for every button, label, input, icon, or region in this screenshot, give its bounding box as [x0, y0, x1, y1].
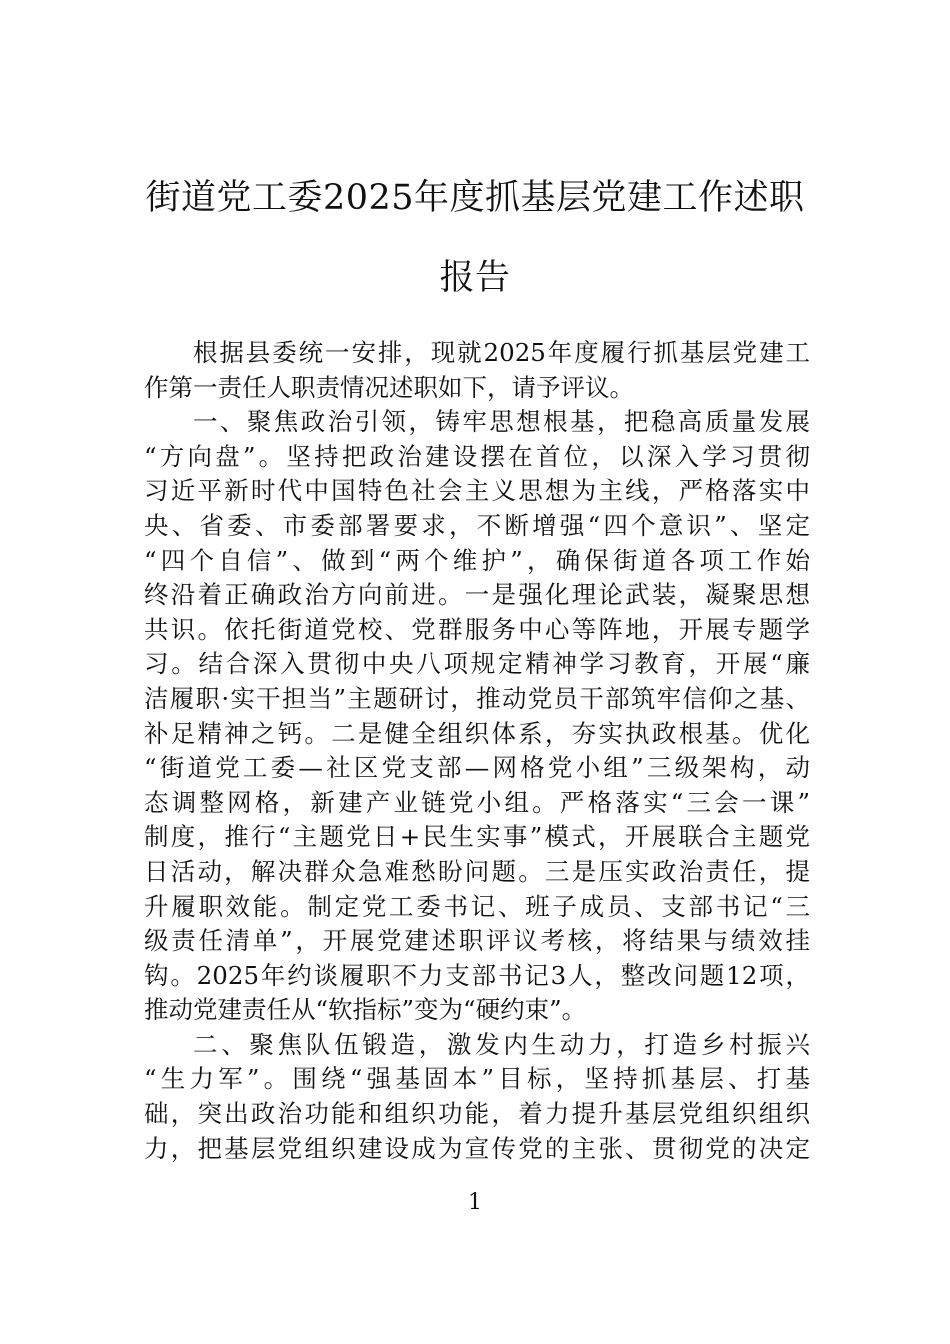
body-line: 补足精神之钙。二是健全组织体系，夯实执政根基。优化	[144, 718, 810, 748]
document-title	[130, 158, 820, 318]
title-line-2: 报告	[439, 258, 511, 298]
body-line: 习。结合深入贯彻中央八项规定精神学习教育，开展“廉	[144, 649, 810, 679]
body-line: 升履职效能。制定党工委书记、班子成员、支部书记“三	[144, 891, 810, 921]
body-line: “四个自信”、做到“两个维护”，确保街道各项工作始	[144, 545, 810, 575]
body-line: 央、省委、市委部署要求，不断增强“四个意识”、坚定	[144, 510, 810, 540]
body-line: 钩。2025年约谈履职不力支部书记3人，整改问题12项，	[144, 960, 810, 990]
body-line: “街道党工委—社区党支部—网格党小组”三级架构，动	[144, 753, 810, 783]
body-line: 作第一责任人职责情况述职如下，请予评议。	[144, 372, 634, 402]
body-line: 一、聚焦政治引领，铸牢思想根基，把稳高质量发展	[193, 407, 810, 437]
body-line: 态调整网格，新建产业链党小组。严格落实“三会一课”	[144, 787, 810, 817]
body-line: 推动党建责任从“软指标”变为“硬约束”。	[144, 995, 587, 1025]
body-line: 级责任清单”，开展党建述职评议考核，将结果与绩效挂	[144, 926, 810, 956]
body-line: 制度，推行“主题党日+民生实事”模式，开展联合主题党	[144, 822, 810, 852]
title-line-1: 街道党工委2025年度抓基层党建工作述职	[145, 178, 805, 218]
page-number: 1	[468, 1190, 482, 1215]
body-line: 终沿着正确政治方向前进。一是强化理论武装，凝聚思想	[144, 580, 810, 610]
document-body	[144, 336, 810, 1166]
body-line: 习近平新时代中国特色社会主义思想为主线，严格落实中	[144, 476, 810, 506]
body-line: 根据县委统一安排，现就2025年度履行抓基层党建工	[193, 338, 810, 367]
body-line: 洁履职·实干担当”主题研讨，推动党员干部筑牢信仰之基、	[144, 683, 810, 713]
body-line: 力，把基层党组织建设成为宣传党的主张、贯彻党的决定	[144, 1133, 810, 1163]
body-line: “生力军”。围绕“强基固本”目标，坚持抓基层、打基	[144, 1064, 810, 1094]
body-line: 二、聚焦队伍锻造，激发内生动力，打造乡村振兴	[193, 1029, 810, 1059]
body-line: “方向盘”。坚持把政治建设摆在首位，以深入学习贯彻	[144, 441, 810, 471]
body-line: 础，突出政治功能和组织功能，着力提升基层党组织组织	[144, 1099, 810, 1129]
body-line: 日活动，解决群众急难愁盼问题。三是压实政治责任，提	[144, 856, 810, 886]
body-line: 共识。依托街道党校、党群服务中心等阵地，开展专题学	[144, 614, 810, 644]
